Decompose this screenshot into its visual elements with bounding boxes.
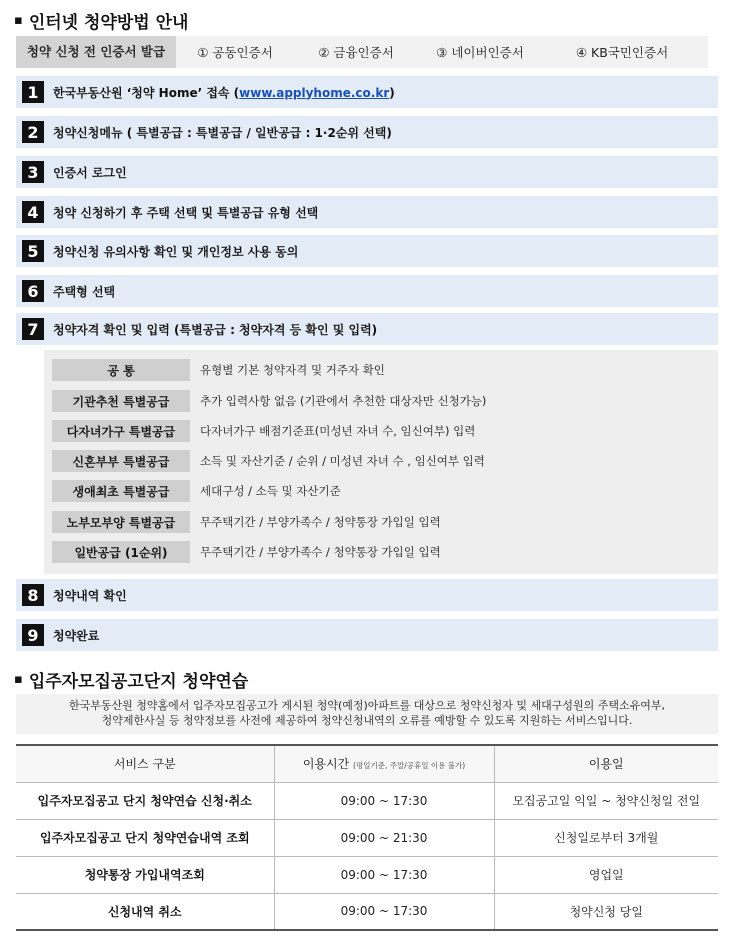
cell-day: 영업일 [494, 856, 718, 893]
step-number: 9 [22, 624, 44, 646]
tab-kb-certificate[interactable]: ④ KB국민인증서 [575, 45, 669, 60]
tab-financial-certificate[interactable]: ② 금융인증서 [318, 45, 394, 60]
cell-time: 09:00 ~ 17:30 [274, 893, 494, 930]
intro-line-2: 청약제한사실 등 청약정보를 사전에 제공하여 청약신청내역의 오류를 예방할 수 있도록 지원하는 서비스입니다. [101, 714, 633, 727]
cell-day: 신청일로부터 3개월 [494, 819, 718, 856]
step-7 [16, 313, 718, 345]
section-title-practice [14, 667, 248, 692]
table-header-row [16, 745, 718, 782]
detail-tag: 공 통 [52, 359, 190, 381]
step-6 [16, 275, 718, 307]
step-label: 청약자격 확인 및 입력 (특별공급 : 청약자격 등 확인 및 입력) [53, 322, 378, 337]
step-1 [16, 76, 718, 108]
detail-desc: 소득 및 자산기준 / 순위 / 미성년 자녀 수 , 임신여부 입력 [200, 454, 485, 468]
step-3 [16, 156, 718, 188]
cell-day: 청약신청 당일 [494, 893, 718, 930]
detail-tag: 신혼부부 특별공급 [52, 450, 190, 472]
detail-row-first-time [52, 480, 341, 502]
section-title-internet-application [14, 8, 188, 33]
step-5 [16, 235, 718, 267]
step-label: 청약신청메뉴 ( 특별공급 : 특별공급 / 일반공급 : 1·2순위 선택) [53, 125, 392, 140]
detail-desc: 유형별 기본 청약자격 및 거주자 확인 [200, 363, 385, 377]
table-row [16, 893, 718, 930]
cell-service: 입주자모집공고 단지 청약연습내역 조회 [16, 819, 274, 856]
step-number: 6 [22, 280, 44, 302]
table-row [16, 782, 718, 819]
step-label: 청약 신청하기 후 주택 선택 및 특별공급 유형 선택 [53, 205, 319, 220]
step-7-details [44, 350, 718, 574]
step-label: 청약완료 [53, 628, 100, 643]
applyhome-link[interactable]: www.applyhome.co.kr [239, 85, 390, 100]
header-time-note: (평일기준, 주말/공휴일 이용 불가) [353, 761, 466, 771]
step-label: 청약내역 확인 [53, 588, 127, 603]
detail-tag: 노부모부양 특별공급 [52, 511, 190, 533]
cell-time: 09:00 ~ 17:30 [274, 856, 494, 893]
detail-desc: 무주택기간 / 부양가족수 / 청약통장 가입일 입력 [200, 545, 441, 559]
tab-naver-certificate[interactable]: ③ 네이버인증서 [436, 45, 524, 60]
cell-time: 09:00 ~ 21:30 [274, 819, 494, 856]
cell-service: 청약통장 가입내역조회 [16, 856, 274, 893]
step-label: 청약신청 유의사항 확인 및 개인정보 사용 동의 [53, 244, 299, 259]
step-8 [16, 579, 718, 611]
step-number: 3 [22, 161, 44, 183]
detail-tag: 기관추천 특별공급 [52, 390, 190, 412]
detail-tag: 생애최초 특별공급 [52, 480, 190, 502]
detail-desc: 추가 입력사항 없음 (기관에서 추천한 대상자만 신청가능) [200, 394, 487, 408]
cell-day: 모집공고일 익일 ~ 청약신청일 전일 [494, 782, 718, 819]
square-bullet-icon: ▪ [14, 672, 23, 687]
practice-intro [16, 694, 718, 734]
step-label: 한국부동산원 ‘청약 Home’ 접속 (www.applyhome.co.kr) [53, 85, 395, 100]
step-number: 8 [22, 584, 44, 606]
step-number: 1 [22, 81, 44, 103]
service-table [16, 744, 718, 931]
certificate-tabs [16, 36, 708, 68]
square-bullet-icon: ▪ [14, 13, 23, 28]
table-row [16, 819, 718, 856]
step-label: 인증서 로그인 [53, 165, 127, 180]
cell-time: 09:00 ~ 17:30 [274, 782, 494, 819]
step-label: 주택형 선택 [53, 284, 116, 299]
step-2 [16, 116, 718, 148]
detail-row-common [52, 359, 385, 381]
section-title-text: 인터넷 청약방법 안내 [28, 13, 189, 33]
cell-service: 신청내역 취소 [16, 893, 274, 930]
detail-desc: 무주택기간 / 부양가족수 / 청약통장 가입일 입력 [200, 515, 441, 529]
detail-tag: 일반공급 (1순위) [52, 541, 190, 563]
tab-certificate-issue[interactable]: 청약 신청 전 인증서 발급 [16, 36, 176, 68]
header-service: 서비스 구분 [16, 745, 274, 782]
detail-row-multichild [52, 420, 475, 442]
detail-desc: 다자녀가구 배점기준표(미성년 자녀 수, 임신여부) 입력 [200, 424, 476, 438]
header-day: 이용일 [494, 745, 718, 782]
step-number: 7 [22, 318, 44, 340]
cell-service: 입주자모집공고 단지 청약연습 신청·취소 [16, 782, 274, 819]
step-9 [16, 619, 718, 651]
step-4 [16, 196, 718, 228]
step-number: 2 [22, 121, 44, 143]
detail-tag: 다자녀가구 특별공급 [52, 420, 190, 442]
step-number: 4 [22, 201, 44, 223]
detail-row-newlywed [52, 450, 485, 472]
detail-row-elderly-parent [52, 511, 441, 533]
detail-desc: 세대구성 / 소득 및 자산기준 [200, 484, 341, 498]
detail-row-general [52, 541, 441, 563]
detail-row-institution [52, 390, 486, 412]
header-time: 이용시간 (평일기준, 주말/공휴일 이용 불가) [274, 745, 494, 782]
step-number: 5 [22, 240, 44, 262]
table-row [16, 856, 718, 893]
section-title-text: 입주자모집공고단지 청약연습 [28, 672, 249, 692]
tab-joint-certificate[interactable]: ① 공동인증서 [197, 45, 273, 60]
intro-line-1: 한국부동산원 청약홈에서 입주자모집공고가 게시된 청약(예정)아파트를 대상으로 청약신청자 및 세대구성원의 주택소유여부, [68, 699, 666, 712]
